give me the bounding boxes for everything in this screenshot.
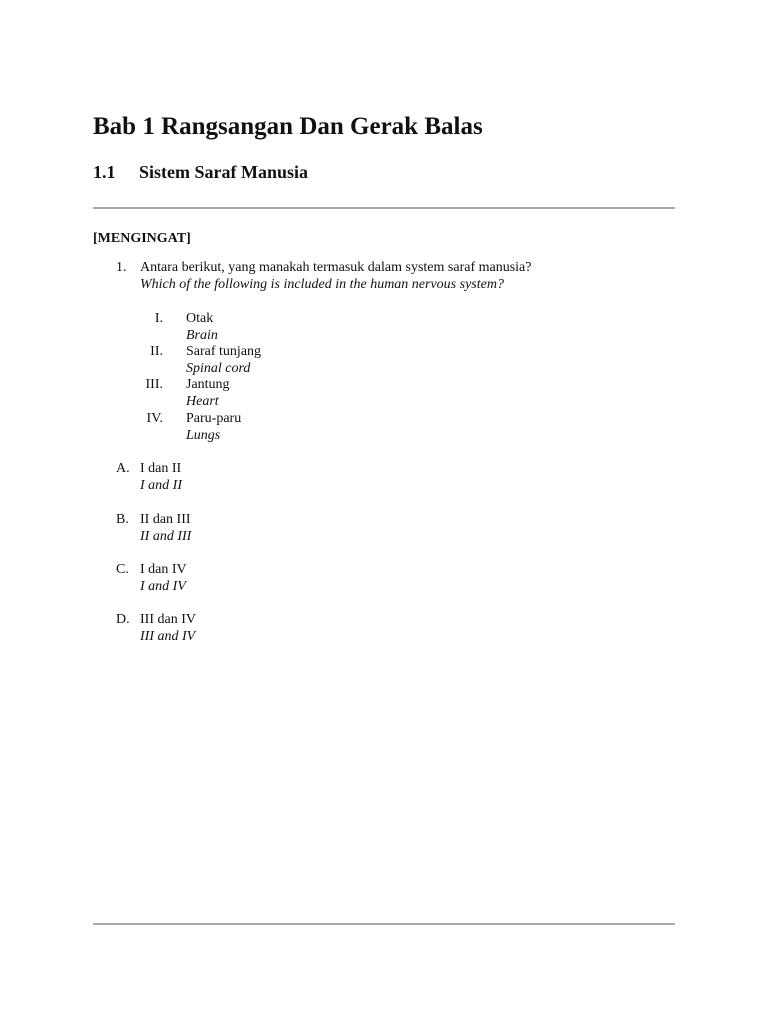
list-item [130,310,430,344]
item-text-malay: Saraf tunjang [186,344,262,359]
question-number: 1. [116,260,127,275]
option-letter: B. [116,512,129,527]
bottom-divider [93,923,675,925]
item-text-english: Brain [186,328,218,343]
section-number: 1.1 [93,162,116,182]
item-text-english: Spinal cord [186,361,251,376]
item-text-english: Heart [186,394,219,409]
option-text-english: I and IV [140,579,186,594]
option-text-malay: III dan IV [140,612,196,627]
list-item [130,376,430,410]
section-heading [93,161,308,183]
answer-option-b [116,511,416,547]
answer-option-c [116,561,416,597]
item-text-english: Lungs [186,428,221,443]
question-text-malay: Antara berikut, yang manakah termasuk dalam system saraf manusia? [140,260,532,275]
option-letter: A. [116,461,130,476]
option-letter: D. [116,612,130,627]
item-numeral: III. [145,377,163,392]
item-text-malay: Otak [186,311,214,326]
item-text-malay: Paru-paru [186,411,242,426]
top-divider [93,207,675,209]
question-text-english: Which of the following is included in the human nervous system? [140,277,504,292]
cognitive-level-label: [MENGINGAT] [93,231,191,246]
item-numeral: IV. [146,411,163,426]
option-text-english: III and IV [140,629,196,644]
option-text-english: II and III [140,529,192,544]
item-numeral: II. [150,344,163,359]
list-item [130,410,430,444]
option-text-english: I and II [140,478,182,493]
chapter-title: Bab 1 Rangsangan Dan Gerak Balas [93,113,483,140]
option-letter: C. [116,562,129,577]
option-text-malay: II dan III [140,512,191,527]
item-text-malay: Jantung [186,377,230,392]
option-text-malay: I dan II [140,461,182,476]
section-title: Sistem Saraf Manusia [139,162,309,182]
item-numeral: I. [154,311,163,326]
answer-option-a [116,460,416,496]
answer-option-d [116,611,416,647]
option-text-malay: I dan IV [140,562,187,577]
list-item [130,343,430,377]
